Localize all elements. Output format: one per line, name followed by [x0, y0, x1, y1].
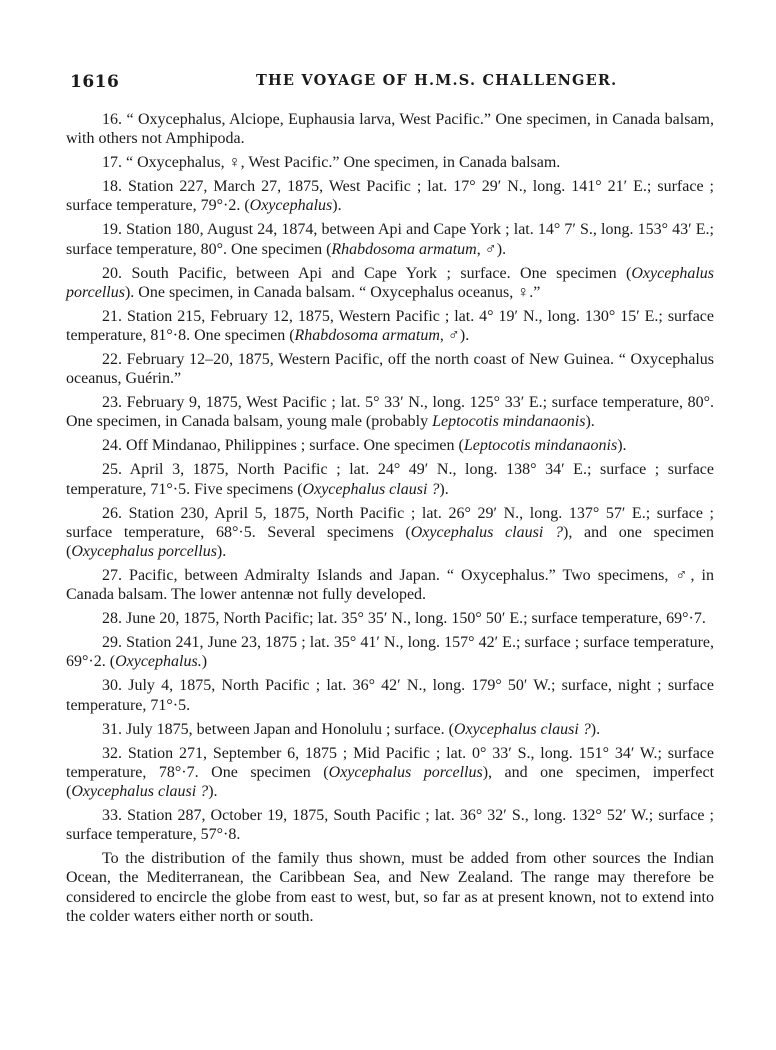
running-title: THE VOYAGE OF H.M.S. CHALLENGER. [256, 72, 618, 89]
entry-text: ). [617, 437, 627, 455]
specimen-entry [66, 110, 714, 148]
entry-text: 31. July 1875, between Japan and Honolulu ; surface. ( [102, 720, 454, 738]
specimen-entry [66, 806, 714, 844]
entry-text: 32. Station 271, September 6, 1875 ; Mid Pacific ; lat. 0° 33′ S., long. 151° 34′ W.; surface temperature, 78°·7. One specimen ( [66, 744, 714, 781]
entry-text: 21. Station 215, February 12, 1875, Western Pacific ; lat. 4° 19′ N., long. 130° 15′ E.; surface temperature, 81°·8. One specimen ( [66, 307, 714, 345]
specimen-entry [66, 504, 714, 562]
entry-text: ) [201, 653, 208, 671]
entry-italic-text: Oxycephalus clausi ? [410, 523, 563, 541]
specimen-entry [66, 566, 714, 604]
entry-text: ). [439, 480, 449, 498]
specimen-entry [66, 307, 714, 345]
entry-text: 24. Off Mindanao, Philippines ; surface. One specimen ( [102, 437, 464, 455]
entry-text: ). One specimen, in Canada balsam. “ Oxycephalus oceanus, ♀.” [124, 283, 541, 301]
entry-text: 17. “ Oxycephalus, ♀, West Pacific.” One specimen, in Canada balsam. [102, 154, 561, 172]
entry-text: ). [590, 720, 601, 738]
entry-italic-text: Oxycephalus porcellus [71, 543, 217, 561]
entry-italic-text: Oxycephalus porcellus [328, 763, 483, 781]
entry-text: ). [585, 413, 595, 431]
entry-text: ), and one specimen, imperfect ( [66, 763, 715, 801]
entry-text: , ♂). [476, 240, 507, 258]
closing-paragraph: To the distribution of the family thus shown, must be added from other sources the Indian Ocean, the Mediterranean, the Caribbean Sea, and New Zealand. The range may therefore be considered to encircle the globe from east to west, but, so far as at present known, not to extend into the colder waters either north or south. [66, 850, 714, 925]
entry-text: 33. Station 287, October 19, 1875, South Pacific ; lat. 36° 32′ S., long. 132° 52′ W.; surface ; surface temperature, 57°·8. [66, 807, 714, 844]
entry-text: 22. February 12–20, 1875, Western Pacific, off the north coast of New Guinea. “ Oxycephalus oceanus, Guérin.” [66, 351, 714, 388]
page-number: 1616 [70, 72, 120, 92]
entry-italic-text: Rhabdosoma armatum [294, 327, 440, 345]
entry-text: 28. June 20, 1875, North Pacific; lat. 35° 35′ N., long. 150° 50′ E.; surface temperature, 69°·7. [102, 610, 706, 628]
specimen-entry [66, 436, 714, 455]
entry-italic-text: Oxycephalus [249, 197, 333, 215]
specimen-record-list [66, 110, 714, 926]
entry-text: 30. July 4, 1875, North Pacific ; lat. 36° 42′ N., long. 179° 50′ W.; surface, night ; surface temperature, 71°·5. [66, 677, 714, 714]
entry-text: 23. February 9, 1875, West Pacific ; lat. 5° 33′ N., long. 125° 33′ E.; surface temperature, 80°. One specimen, in Canada balsam, young male (probably [66, 394, 714, 431]
specimen-entry [66, 633, 714, 671]
specimen-entry [66, 720, 714, 739]
entry-italic-text: Leptocotis mindanaonis [463, 437, 618, 455]
entry-italic-text: Oxycephalus porcellus [66, 264, 714, 301]
specimen-entry [66, 350, 714, 388]
specimen-entry [66, 460, 714, 498]
specimen-entry [66, 220, 714, 258]
entry-text: , ♂). [439, 327, 470, 345]
specimen-entry [66, 264, 714, 302]
entry-italic-text: Oxycephalus clausi ? [71, 783, 209, 801]
entry-text: 27. Pacific, between Admiralty Islands and Japan. “ Oxycephalus.” Two specimens, ♂, in Canada balsam. The lower antennæ not fully developed. [66, 567, 714, 604]
entry-italic-text: Oxycephalus clausi ? [302, 480, 440, 498]
specimen-entry [66, 393, 714, 431]
entry-italic-text: Oxycephalus clausi ? [453, 720, 591, 738]
entry-italic-text: Leptocotis mindanaonis [432, 413, 586, 431]
entry-italic-text: Rhabdosoma armatum [331, 240, 477, 258]
entry-text: 20. South Pacific, between Api and Cape York ; surface. One specimen ( [102, 264, 632, 282]
entry-text: 19. Station 180, August 24, 1874, between Api and Cape York ; lat. 14° 7′ S., long. 153° 43′ E.; surface temperature, 80°. One specimen ( [66, 221, 714, 258]
entry-text: ). [216, 543, 227, 561]
entry-text: ). [208, 783, 218, 801]
entry-text: ), and one specimen ( [66, 523, 715, 561]
entry-text: 16. “ Oxycephalus, Alciope, Euphausia larva, West Pacific.” One specimen, in Canada balsam, with others not Amphipoda. [66, 111, 714, 148]
specimen-entry [66, 676, 714, 714]
entry-text: 25. April 3, 1875, North Pacific ; lat. 24° 49′ N., long. 138° 34′ E.; surface ; surface temperature, 71°·5. Five specimens ( [66, 461, 714, 498]
specimen-entry [66, 177, 714, 215]
entry-italic-text: Oxycephalus. [115, 653, 202, 671]
specimen-entry [66, 609, 714, 628]
entry-text: 18. Station 227, March 27, 1875, West Pacific ; lat. 17° 29′ N., long. 141° 21′ E.; surface ; surface temperature, 79°·2. ( [66, 178, 714, 215]
entry-text: 26. Station 230, April 5, 1875, North Pacific ; lat. 26° 29′ N., long. 137° 57′ E.; surface ; surface temperature, 68°·5. Several specimens ( [66, 504, 714, 541]
entry-text: 29. Station 241, June 23, 1875 ; lat. 35° 41′ N., long. 157° 42′ E.; surface ; surface temperature, 69°·2. ( [66, 634, 714, 671]
specimen-entry [66, 744, 714, 802]
entry-text: ). [332, 197, 342, 215]
specimen-entry [66, 153, 714, 172]
